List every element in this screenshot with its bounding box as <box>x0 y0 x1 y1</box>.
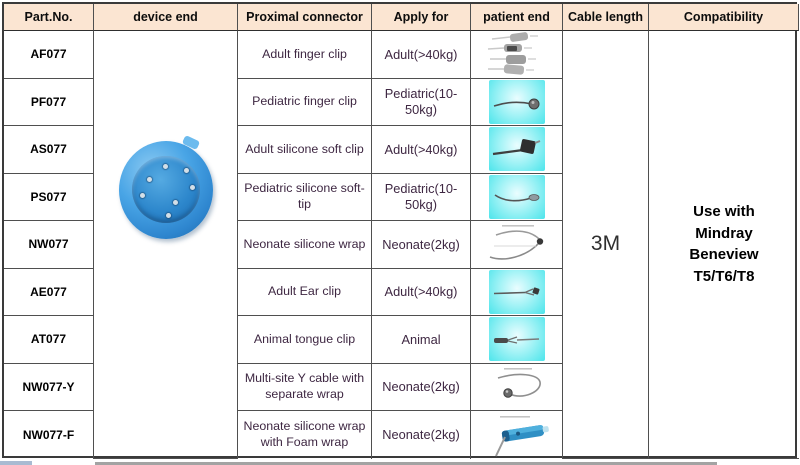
connector-pin <box>140 193 145 198</box>
proximal-connector: Neonate silicone wrap with Foam wrap <box>238 411 372 459</box>
compatibility-text: Use with Mindray Beneview T5/T6/T8 <box>689 202 759 285</box>
four-finger-clips-photo <box>474 31 560 77</box>
col-header-cable-length: Cable length <box>563 4 649 31</box>
apply-for: Pediatric(10-50kg) <box>372 79 471 127</box>
apply-for: Pediatric(10-50kg) <box>372 174 471 222</box>
connector-pin <box>184 168 189 173</box>
patient-end-cell <box>471 31 563 79</box>
connector-pin <box>147 177 152 182</box>
patient-end-cell <box>471 221 563 269</box>
col-header-patient-end: patient end <box>471 4 563 31</box>
connector-inner-face <box>132 156 200 223</box>
tongue-clip-photo <box>489 317 545 361</box>
device-end-cell <box>94 31 238 459</box>
blue-foam-wrap-photo <box>474 412 560 458</box>
proximal-connector: Pediatric silicone soft-tip <box>238 174 372 222</box>
proximal-connector: Adult silicone soft clip <box>238 126 372 174</box>
patient-end-cell <box>471 126 563 174</box>
col-header-device-end: device end <box>94 4 238 31</box>
col-header-part-no: Part.No. <box>4 4 94 31</box>
apply-for: Adult(>40kg) <box>372 126 471 174</box>
cable-length-cell: 3M <box>563 31 649 459</box>
neonate-wrap-photo <box>474 221 560 267</box>
connector-pin <box>166 213 171 218</box>
patient-end-cell <box>471 411 563 459</box>
bottom-left-cell-fragment <box>0 461 32 465</box>
proximal-connector: Adult finger clip <box>238 31 372 79</box>
part-no: PF077 <box>4 79 94 127</box>
proximal-connector: Multi-site Y cable with separate wrap <box>238 364 372 412</box>
apply-for: Neonate(2kg) <box>372 364 471 412</box>
part-no: AE077 <box>4 269 94 317</box>
col-header-compatibility: Compatibility <box>649 4 799 31</box>
patient-end-cell <box>471 364 563 412</box>
connector-pin <box>163 164 168 169</box>
sensor-spec-table <box>2 2 797 458</box>
square-soft-clip-photo <box>489 127 545 171</box>
part-no: AF077 <box>4 31 94 79</box>
proximal-connector: Animal tongue clip <box>238 316 372 364</box>
y-cable-sensor-photo <box>474 364 560 410</box>
proximal-connector: Pediatric finger clip <box>238 79 372 127</box>
part-no: NW077-Y <box>4 364 94 412</box>
blue-round-connector-icon <box>119 141 213 239</box>
ear-clip-photo <box>489 270 545 314</box>
col-header-proximal-connector: Proximal connector <box>238 4 372 31</box>
part-no: AS077 <box>4 126 94 174</box>
patient-end-cell <box>471 79 563 127</box>
patient-end-cell <box>471 316 563 364</box>
connector-key-tab <box>181 135 199 150</box>
soft-tip-cable-photo <box>489 175 545 219</box>
apply-for: Neonate(2kg) <box>372 221 471 269</box>
part-no: NW077 <box>4 221 94 269</box>
round-sensor-photo <box>489 80 545 124</box>
apply-for: Adult(>40kg) <box>372 31 471 79</box>
patient-end-cell <box>471 174 563 222</box>
apply-for: Neonate(2kg) <box>372 411 471 459</box>
part-no: NW077-F <box>4 411 94 459</box>
part-no: AT077 <box>4 316 94 364</box>
part-no: PS077 <box>4 174 94 222</box>
col-header-apply-for: Apply for <box>372 4 471 31</box>
connector-pin <box>173 200 178 205</box>
apply-for: Adult(>40kg) <box>372 269 471 317</box>
apply-for: Animal <box>372 316 471 364</box>
connector-pin <box>190 185 195 190</box>
proximal-connector: Neonate silicone wrap <box>238 221 372 269</box>
patient-end-cell <box>471 269 563 317</box>
proximal-connector: Adult Ear clip <box>238 269 372 317</box>
compatibility-cell <box>649 31 799 459</box>
